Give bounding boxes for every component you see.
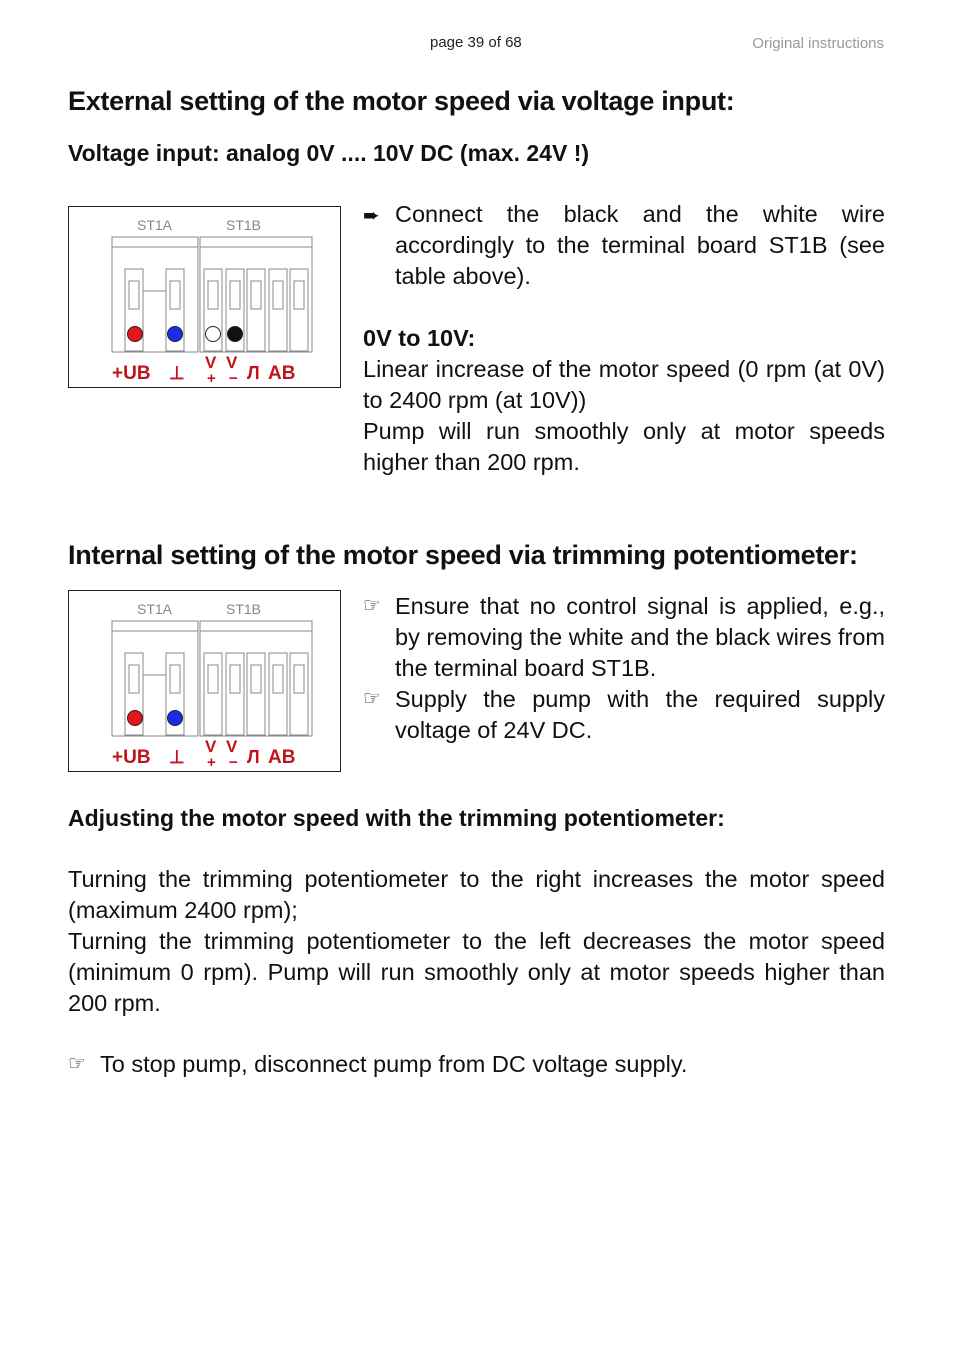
terminal-v-minus-label: V	[226, 737, 238, 756]
blue-wire-dot	[168, 327, 183, 342]
trimming-instructions	[363, 591, 885, 746]
page-number: page 39 of 68	[430, 34, 522, 51]
terminal-plus-sign: +	[207, 370, 216, 387]
no-control-signal-text: Ensure that no control signal is applied, e.g., by removing the white and the black wires from the terminal board ST1B.	[395, 593, 885, 681]
terminal-v-plus-label: V	[205, 353, 217, 372]
terminal-v-plus-label: V	[205, 737, 217, 756]
terminal-plus-sign: +	[207, 754, 216, 771]
terminal-ub-label: +UB	[112, 747, 151, 768]
terminal-ground-label: ⊥	[169, 747, 185, 767]
document-label: Original instructions	[752, 35, 884, 52]
terminal-pulse-label: Л	[247, 363, 260, 383]
supply-voltage-text: Supply the pump with the required supply voltage of 24V DC.	[395, 686, 885, 743]
adjusting-speed-text	[68, 864, 885, 1019]
red-wire-dot	[128, 327, 143, 342]
section-title-trimming-potentiometer: Internal setting of the motor speed via trimming potentiometer:	[68, 540, 858, 570]
label-st1b: ST1B	[226, 601, 262, 617]
label-st1a: ST1A	[137, 217, 173, 233]
section-title-adjusting-speed: Adjusting the motor speed with the trimming potentiometer:	[68, 805, 725, 831]
terminal-minus-sign: −	[229, 754, 238, 771]
list-item	[68, 1049, 885, 1080]
arrow-bullet-icon: ➨	[363, 205, 380, 227]
black-wire-dot	[228, 327, 243, 342]
section-subtitle-voltage-range: Voltage input: analog 0V .... 10V DC (max. 24V !)	[68, 140, 590, 166]
terminal-ub-label: +UB	[112, 363, 151, 384]
terminal-minus-sign: −	[229, 370, 238, 387]
red-wire-dot	[128, 711, 143, 726]
terminal-pulse-label: Л	[247, 747, 260, 767]
pointing-hand-icon: ☞	[363, 595, 381, 617]
pointing-hand-icon: ☞	[363, 688, 381, 710]
terminal-diagram-svg	[69, 591, 340, 771]
label-st1b: ST1B	[226, 217, 262, 233]
linear-increase-text: Linear increase of the motor speed (0 rpm (at 0V) to 2400 rpm (at 10V))	[363, 356, 885, 413]
smooth-run-text: Pump will run smoothly only at motor speeds higher than 200 rpm.	[363, 418, 885, 475]
terminal-diagram-svg	[69, 207, 340, 387]
terminal-ab-label: AB	[268, 363, 296, 384]
terminal-ground-label: ⊥	[169, 363, 185, 383]
list-item	[363, 591, 885, 684]
range-heading: 0V to 10V:	[363, 325, 476, 351]
section-title-voltage-input: External setting of the motor speed via voltage input:	[68, 86, 735, 116]
terminal-diagram-voltage-input	[68, 206, 341, 388]
list-item	[363, 199, 885, 292]
turn-left-text: Turning the trimming potentiometer to the left decreases the motor speed (minimum 0 rpm). Pump will run smoothly only at motor speeds higher than 200 rpm.	[68, 928, 885, 1016]
blue-wire-dot	[168, 711, 183, 726]
terminal-diagram-trimming	[68, 590, 341, 772]
terminal-v-minus-label: V	[226, 353, 238, 372]
connect-wires-text: Connect the black and the white wire accordingly to the terminal board ST1B (see table above).	[395, 201, 885, 289]
label-st1a: ST1A	[137, 601, 173, 617]
voltage-input-instructions	[363, 199, 885, 478]
turn-right-text: Turning the trimming potentiometer to the right increases the motor speed (maximum 2400 rpm);	[68, 866, 885, 923]
list-item	[363, 684, 885, 746]
white-wire-dot	[206, 327, 221, 342]
pointing-hand-icon: ☞	[68, 1053, 86, 1075]
stop-pump-text: To stop pump, disconnect pump from DC voltage supply.	[100, 1051, 688, 1077]
terminal-ab-label: AB	[268, 747, 296, 768]
stop-pump-instruction	[68, 1049, 885, 1080]
